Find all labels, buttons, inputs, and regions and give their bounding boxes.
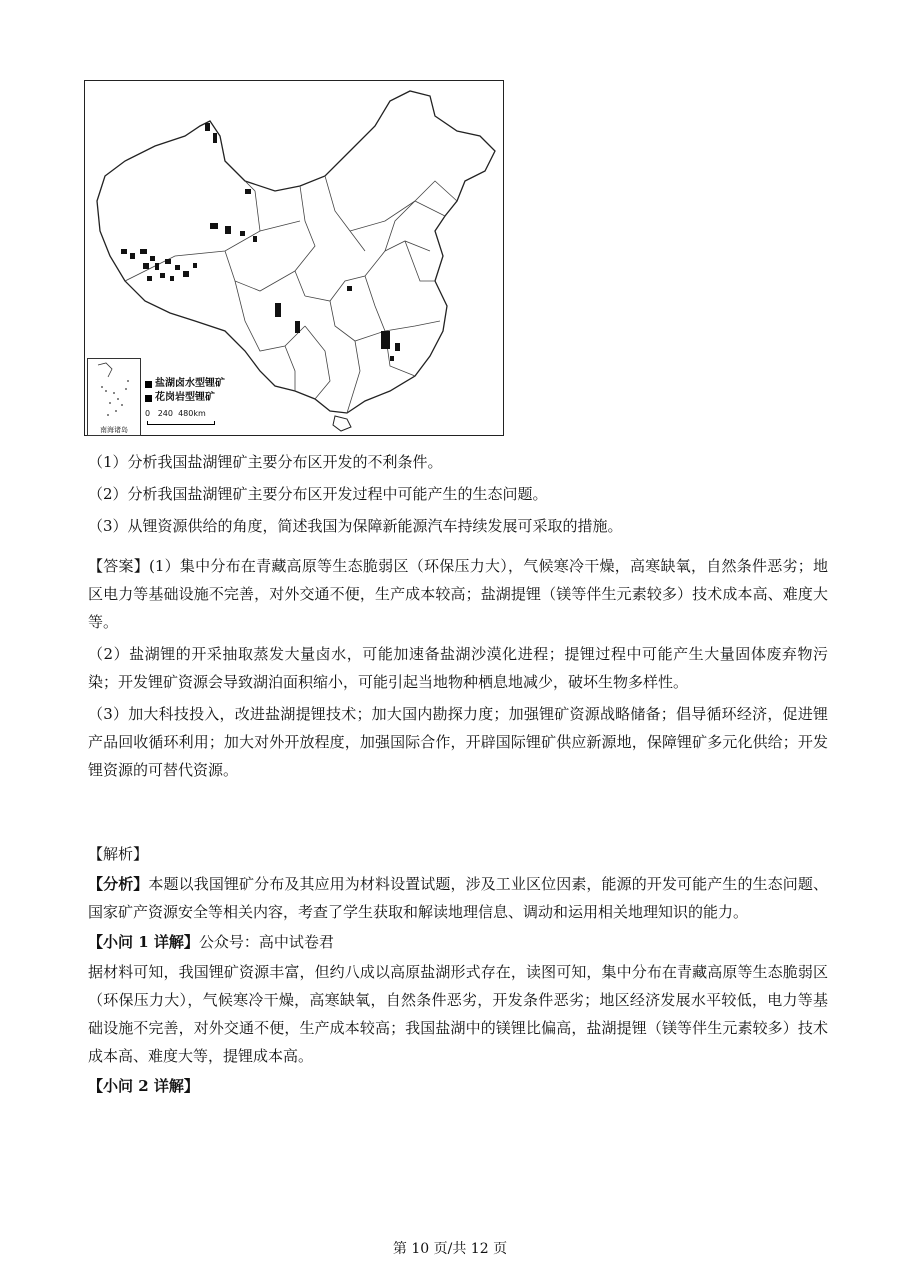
map-legend (145, 377, 225, 405)
q1-detail-text: 据材料可知，我国锂矿资源丰富，但约八成以高原盐湖形式存在，读图可知，集中分布在青藏高原等生态脆弱区（环保压力大），气候寒冷干燥，高寒缺氧，自然条件恶劣，开发条件恶劣；地区经济发展水平较低，电力等基础设施不完善，对外交通不便，生产成本较高；我国盐湖中的镁锂比偏高，盐湖提锂（镁等伴生元素较多）技术成本高、难度大等，提锂成本高。 (88, 963, 828, 1065)
country-outline (97, 91, 495, 413)
analysis-section (88, 840, 828, 1100)
questions (88, 448, 828, 540)
answer-paragraph-2: （2）盐湖锂的开采抽取蒸发大量卤水，可能加速备盐湖沙漠化进程；提锂过程中可能产生大量固体废弃物污染；开发锂矿资源会导致湖泊面积缩小，可能引起当地物种栖息地减少，破坏生物多样性。 (88, 645, 828, 691)
legend-label: 盐湖卤水型锂矿 (155, 378, 225, 389)
q1-detail-extra: 公众号：高中试卷君 (198, 933, 334, 951)
scale-line (147, 421, 215, 425)
answer-paragraph-1 (88, 552, 828, 636)
legend-swatch (145, 381, 152, 388)
q1-detail-tag: 【小问 1 详解】 (88, 933, 199, 951)
legend-item (145, 391, 225, 405)
page-footer: 第 10 页/共 12 页 (392, 1241, 508, 1257)
inset-label: 南海诸岛 (100, 426, 128, 434)
question-1: （1）分析我国盐湖锂矿主要分布区开发的不利条件。 (88, 453, 443, 471)
analysis-paragraph (88, 870, 828, 926)
q1-detail-heading (88, 928, 828, 956)
legend-item (145, 377, 225, 391)
scale-label: 0 240 480km (145, 409, 206, 418)
china-lithium-map (84, 80, 504, 436)
question-3: （3）从锂资源供给的角度，简述我国为保障新能源汽车持续发展可采取的措施。 (88, 517, 623, 535)
answer-1-text: (1）集中分布在青藏高原等生态脆弱区（环保压力大），气候寒冷干燥，高寒缺氧，自然条件恶劣；地区电力等基础设施不完善，对外交通不便，生产成本较高；盐湖提锂（镁等伴生元素较多）技术成本高、难度大等。 (88, 557, 828, 631)
south-china-sea-inset (87, 358, 141, 436)
legend-swatch (145, 395, 152, 402)
analysis-text: 本题以我国锂矿分布及其应用为材料设置试题，涉及工业区位因素，能源的开发可能产生的生态问题、国家矿产资源安全等相关内容，考查了学生获取和解读地理信息、调动和运用相关地理知识的能力。 (88, 875, 828, 921)
answer-paragraph-3: （3）加大科技投入，改进盐湖提锂技术；加大国内勘探力度；加强锂矿资源战略储备；倡导循环经济，促进锂产品回收循环利用；加大对外开放程度，加强国际合作，开辟国际锂矿供应新源地，保障锂矿多元化供给；开发锂资源的可替代资源。 (88, 705, 828, 779)
scale-bar (145, 409, 206, 418)
question-2: （2）分析我国盐湖锂矿主要分布区开发过程中可能产生的生态问题。 (88, 485, 548, 503)
legend-label: 花岗岩型锂矿 (155, 392, 215, 403)
q2-detail-heading: 【小问 2 详解】 (88, 1077, 199, 1095)
analysis-tag: 【分析】 (88, 875, 149, 893)
answer-section (88, 552, 828, 784)
answer-tag: 【答案】 (88, 557, 150, 575)
hainan-island (333, 416, 351, 431)
analysis-heading: 【解析】 (88, 845, 149, 863)
